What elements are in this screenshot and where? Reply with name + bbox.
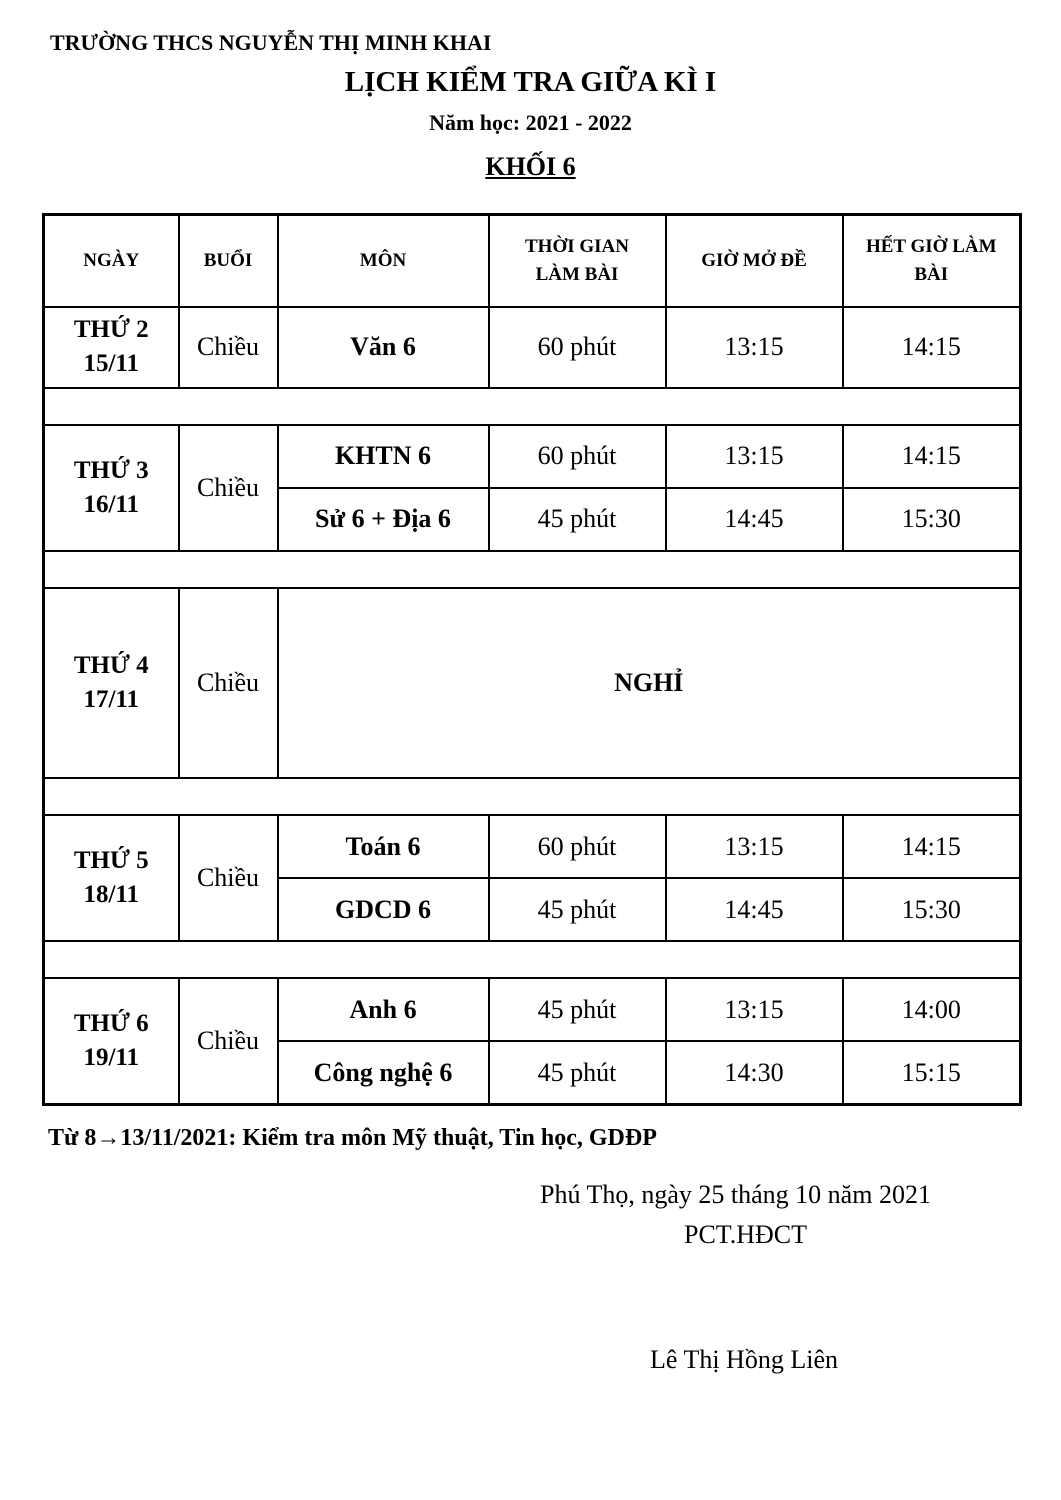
separator-cell bbox=[44, 941, 1021, 978]
subject-cell: GDCD 6 bbox=[278, 878, 489, 941]
end-time-cell: 14:15 bbox=[843, 815, 1021, 878]
day-off-cell: NGHỈ bbox=[278, 588, 1021, 778]
header-duration-line2: LÀM BÀI bbox=[535, 263, 619, 285]
school-name: TRƯỜNG THCS NGUYỄN THỊ MINH KHAI bbox=[50, 30, 492, 55]
session-cell: Chiều bbox=[179, 978, 278, 1104]
session-cell: Chiều bbox=[179, 588, 278, 778]
subject-cell: KHTN 6 bbox=[278, 425, 489, 488]
end-time-cell: 14:15 bbox=[843, 307, 1021, 388]
session-cell: Chiều bbox=[179, 425, 278, 551]
signer-name: Lê Thị Hồng Liên bbox=[650, 1345, 838, 1374]
end-time-cell: 15:30 bbox=[843, 878, 1021, 941]
header-open-time: GIỜ MỞ ĐỀ bbox=[666, 215, 843, 307]
table-header-row bbox=[44, 215, 1021, 307]
header-end-time bbox=[843, 215, 1021, 307]
day-cell bbox=[44, 815, 179, 941]
subject-cell: Toán 6 bbox=[278, 815, 489, 878]
separator-row bbox=[44, 388, 1021, 425]
separator-cell bbox=[44, 551, 1021, 588]
end-time-cell: 15:30 bbox=[843, 488, 1021, 551]
subject-cell: Văn 6 bbox=[278, 307, 489, 388]
place-date: Phú Thọ, ngày 25 tháng 10 năm 2021 bbox=[540, 1180, 931, 1209]
session-cell: Chiều bbox=[179, 815, 278, 941]
date: 19/11 bbox=[83, 1044, 140, 1072]
day-cell bbox=[44, 588, 179, 778]
open-time-cell: 14:45 bbox=[666, 488, 843, 551]
open-time-cell: 13:15 bbox=[666, 425, 843, 488]
header-day: NGÀY bbox=[44, 215, 179, 307]
date: 18/11 bbox=[83, 881, 140, 909]
table-row bbox=[44, 588, 1021, 778]
weekday: THỨ 3 bbox=[73, 456, 149, 484]
document-title: LỊCH KIỂM TRA GIỮA KÌ I bbox=[344, 66, 717, 98]
table-row bbox=[44, 425, 1021, 488]
footer-note: Từ 8→13/11/2021: Kiểm tra môn Mỹ thuật, Tin học, GDĐP bbox=[48, 1125, 657, 1151]
separator-cell bbox=[44, 778, 1021, 815]
signer-role: PCT.HĐCT bbox=[684, 1220, 808, 1249]
duration-cell: 45 phút bbox=[489, 1041, 666, 1104]
weekday: THỨ 5 bbox=[73, 847, 149, 875]
duration-cell: 60 phút bbox=[489, 307, 666, 388]
table-row bbox=[44, 815, 1021, 878]
day-cell bbox=[44, 307, 179, 388]
end-time-cell: 15:15 bbox=[843, 1041, 1021, 1104]
session-cell: Chiều bbox=[179, 307, 278, 388]
open-time-cell: 13:15 bbox=[666, 978, 843, 1041]
date: 15/11 bbox=[83, 350, 140, 378]
subject-cell: Công nghệ 6 bbox=[278, 1041, 489, 1104]
header-end-line2: BÀI bbox=[914, 263, 949, 285]
header-duration-line1: THỜI GIAN bbox=[525, 235, 629, 257]
separator-row bbox=[44, 778, 1021, 815]
open-time-cell: 14:30 bbox=[666, 1041, 843, 1104]
duration-cell: 60 phút bbox=[489, 425, 666, 488]
subject-cell: Anh 6 bbox=[278, 978, 489, 1041]
header-session: BUỔI bbox=[179, 215, 278, 307]
day-cell bbox=[44, 978, 179, 1104]
exam-schedule-table bbox=[42, 213, 1022, 1106]
open-time-cell: 14:45 bbox=[666, 878, 843, 941]
open-time-cell: 13:15 bbox=[666, 815, 843, 878]
grade-label: KHỐI 6 bbox=[485, 152, 576, 181]
end-time-cell: 14:15 bbox=[843, 425, 1021, 488]
date: 17/11 bbox=[83, 685, 140, 713]
duration-cell: 45 phút bbox=[489, 488, 666, 551]
duration-cell: 60 phút bbox=[489, 815, 666, 878]
header-duration bbox=[489, 215, 666, 307]
header-end-line1: HẾT GIỜ LÀM bbox=[865, 235, 997, 257]
weekday: THỨ 2 bbox=[73, 316, 149, 344]
table-row bbox=[44, 307, 1021, 388]
weekday: THỨ 4 bbox=[73, 651, 149, 679]
open-time-cell: 13:15 bbox=[666, 307, 843, 388]
end-time-cell: 14:00 bbox=[843, 978, 1021, 1041]
subject-cell: Sử 6 + Địa 6 bbox=[278, 488, 489, 551]
duration-cell: 45 phút bbox=[489, 878, 666, 941]
table-row bbox=[44, 978, 1021, 1041]
weekday: THỨ 6 bbox=[73, 1010, 149, 1038]
school-year: Năm học: 2021 - 2022 bbox=[429, 110, 632, 135]
separator-cell bbox=[44, 388, 1021, 425]
date: 16/11 bbox=[83, 490, 140, 518]
duration-cell: 45 phút bbox=[489, 978, 666, 1041]
separator-row bbox=[44, 941, 1021, 978]
header-subject: MÔN bbox=[278, 215, 489, 307]
day-cell bbox=[44, 425, 179, 551]
separator-row bbox=[44, 551, 1021, 588]
